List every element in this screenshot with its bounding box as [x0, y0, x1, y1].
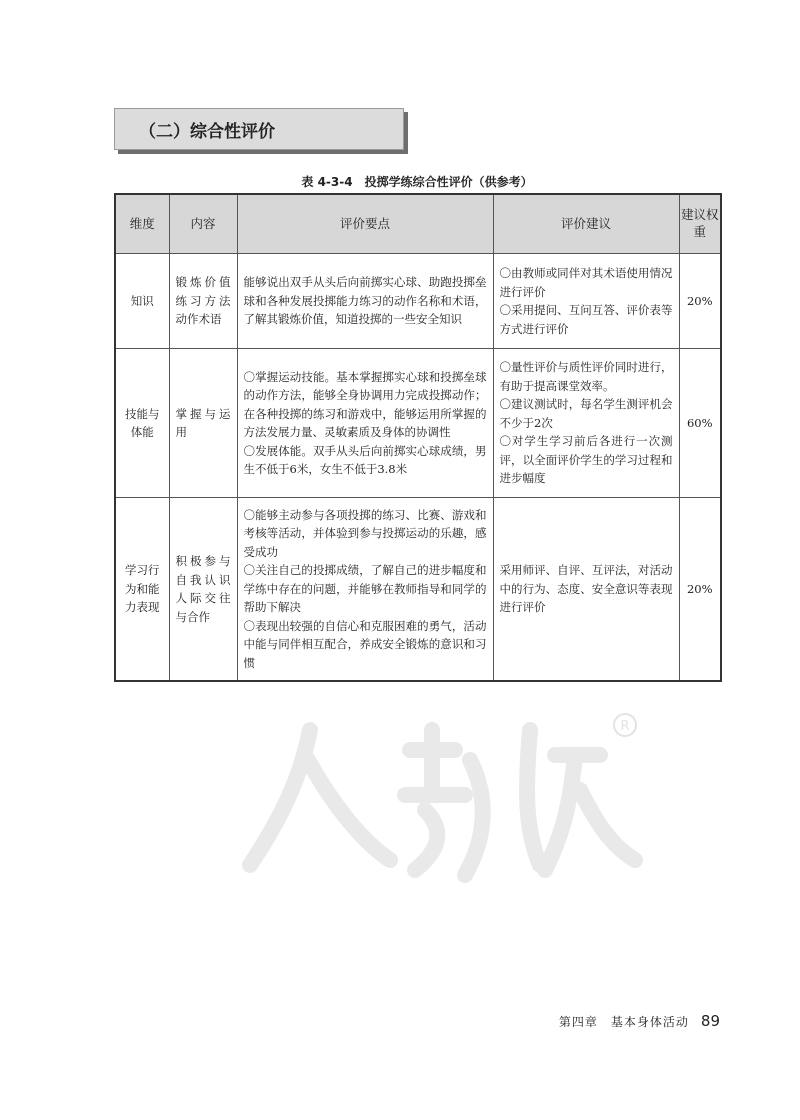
- suggestion-item: 采用师评、自评、互评法，对活动中的行为、态度、安全意识等表现进行评价: [499, 563, 673, 615]
- section-title-text: （二）综合性评价: [139, 121, 275, 142]
- cell-content: 掌握与运用: [169, 349, 237, 498]
- suggestion-item: 〇对学生学习前后各进行一次测评，以全面评价学生的学习过程和进步幅度: [499, 434, 673, 486]
- footer-chapter-title: 第四章 基本身体活动: [558, 1015, 689, 1029]
- point-item: 〇能够主动参与各项投掷的练习、比赛、游戏和考核等活动，并体验到参与投掷运动的乐趣，感受成功: [243, 507, 487, 559]
- table-caption: 表 4-3-4 投掷学练综合性评价（供参考）: [301, 175, 533, 189]
- point-item: 〇发展体能。双手从头后向前掷实心球成绩，男生不低于6米，女生不低于3.8米: [243, 443, 487, 476]
- cell-suggestions: [493, 498, 679, 682]
- point-item: 〇关注自己的投掷成绩，了解自己的进步幅度和学练中存在的问题，并能够在教师指导和同学的帮助下解决: [243, 563, 487, 615]
- suggestion-item: 〇采用提问、互问互答、评价表等方式进行评价: [499, 303, 673, 336]
- cell-points: [237, 254, 493, 349]
- cell-points: [237, 349, 493, 498]
- svg-text:R: R: [620, 719, 630, 734]
- publisher-logo-watermark-icon: [240, 700, 660, 890]
- suggestion-item: 〇建议测试时，每名学生测评机会不少于2次: [499, 397, 673, 430]
- cell-dimension: 学习行为和能力表现: [115, 498, 169, 682]
- header-content: 内容: [169, 194, 237, 254]
- cell-points: [237, 498, 493, 682]
- page-footer: [559, 1012, 720, 1030]
- cell-dimension: 知识: [115, 254, 169, 349]
- section-title: [114, 108, 404, 150]
- cell-suggestions: [493, 254, 679, 349]
- table-row: [115, 498, 721, 682]
- suggestion-item: 〇由教师或同伴对其术语使用情况进行评价: [499, 266, 673, 299]
- cell-weight: 60%: [679, 349, 721, 498]
- cell-weight: 20%: [679, 254, 721, 349]
- cell-content: 锻炼价值练习方法动作术语: [169, 254, 237, 349]
- point-item: 能够说出双手从头后向前掷实心球、助跑投掷垒球和各种发展投掷能力练习的动作名称和术语，了解其锻炼价值，知道投掷的一些安全知识: [243, 275, 487, 327]
- evaluation-table: [114, 193, 722, 682]
- table-row: [115, 349, 721, 498]
- header-dimension: 维度: [115, 194, 169, 254]
- header-points: 评价要点: [237, 194, 493, 254]
- point-item: 〇掌握运动技能。基本掌握掷实心球和投掷垒球的动作方法，能够全身协调用力完成投掷动作；在各种投掷的练习和游戏中，能够运用所掌握的方法发展力量、灵敏素质及身体的协调性: [243, 369, 487, 439]
- suggestion-item: 〇量性评价与质性评价同时进行，有助于提高课堂效率。: [499, 360, 673, 393]
- page-number: 89: [700, 1012, 720, 1030]
- cell-suggestions: [493, 349, 679, 498]
- header-weight: 建议权重: [679, 194, 721, 254]
- point-item: 〇表现出较强的自信心和克服困难的勇气，活动中能与同伴相互配合，养成安全锻炼的意识和习惯: [243, 618, 487, 670]
- table-header-row: [115, 194, 721, 254]
- table-row: [115, 254, 721, 349]
- cell-weight: 20%: [679, 498, 721, 682]
- header-suggestions: 评价建议: [493, 194, 679, 254]
- cell-dimension: 技能与体能: [115, 349, 169, 498]
- cell-content: 积极参与自我认识人际交往与合作: [169, 498, 237, 682]
